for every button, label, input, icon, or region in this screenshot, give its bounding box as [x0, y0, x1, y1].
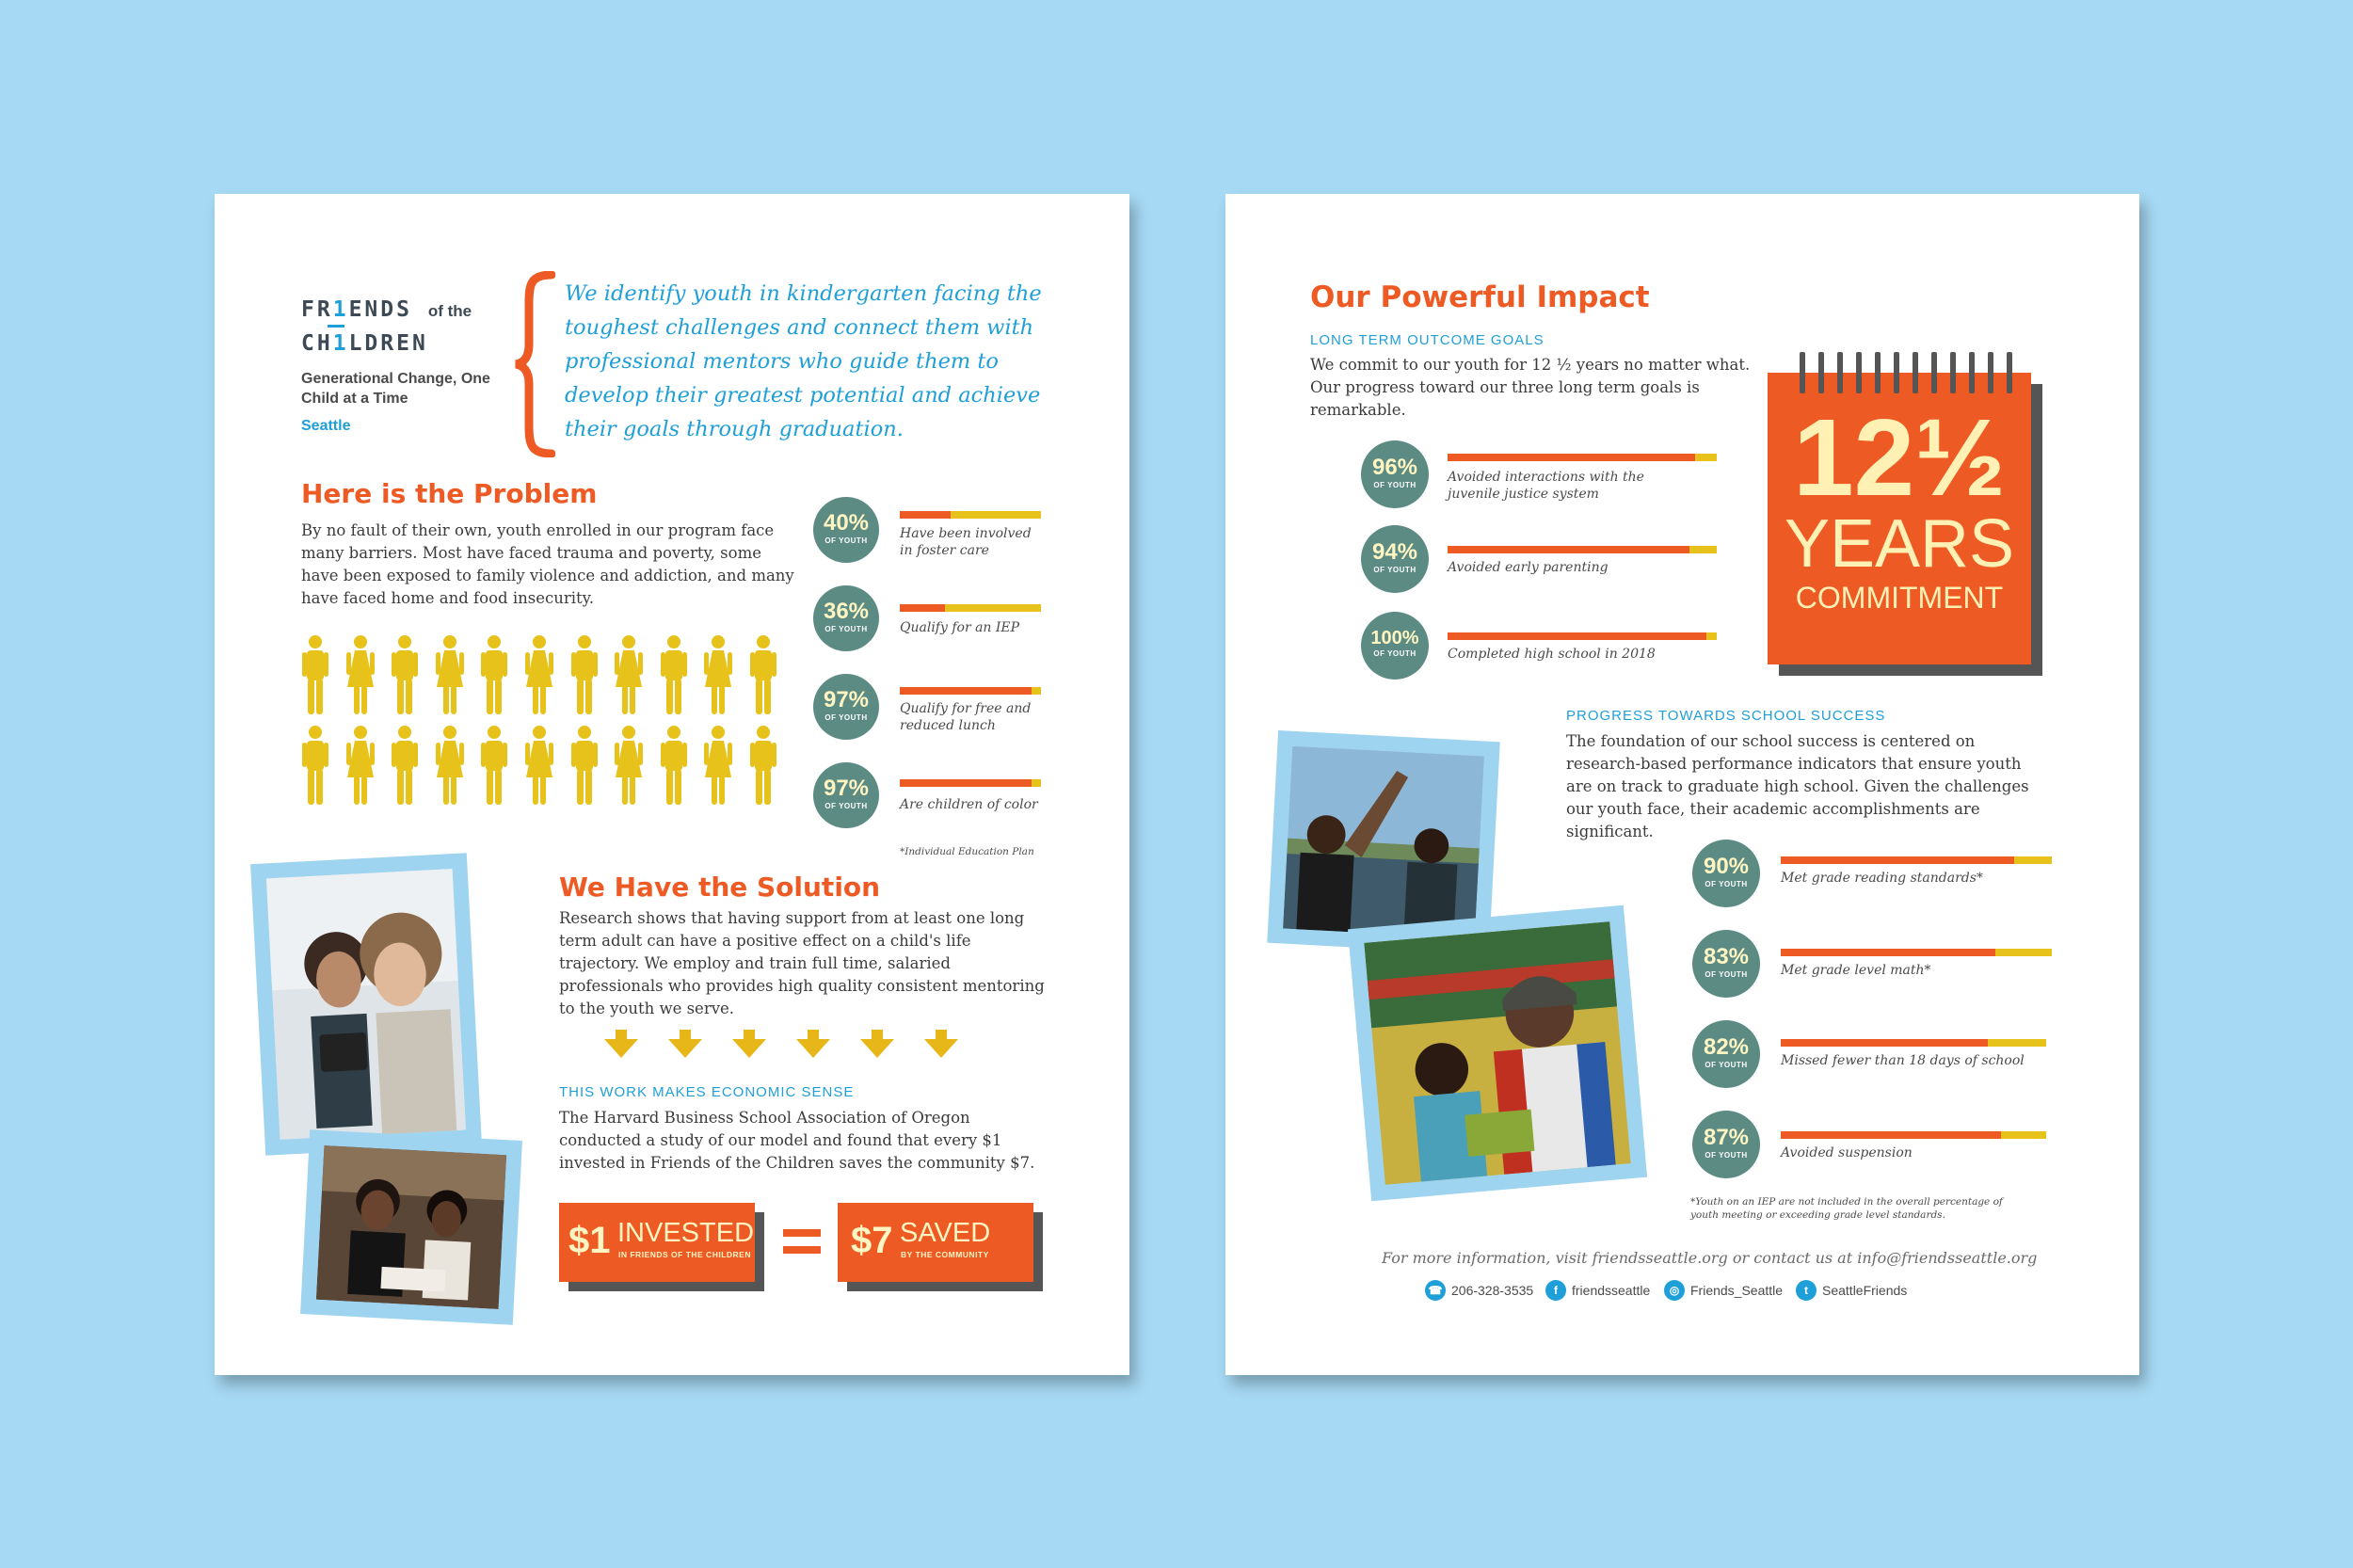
stat-label: Have been involved in foster care	[900, 526, 1032, 558]
impact-subheading: LONG TERM OUTCOME GOALS	[1310, 332, 1545, 348]
saved-sub: BY THE COMMUNITY	[901, 1250, 989, 1259]
stat-circle: 82% OF YOUTH	[1692, 1020, 1760, 1088]
logo-wordmark-line2: CH1LDREN	[301, 331, 428, 356]
instagram-link[interactable]	[1664, 1280, 1783, 1301]
solution-heading: We Have the Solution	[559, 872, 881, 903]
down-arrow-icon	[602, 1030, 640, 1060]
stat-circle: 97% OF YOUTH	[813, 674, 879, 740]
spiral-ring	[1913, 352, 1918, 393]
stat-bar-fill	[1781, 856, 2014, 864]
problem-footnote: *Individual Education Plan	[900, 846, 1034, 857]
stat-bar-fill	[1781, 1131, 2001, 1139]
photo-mentor-boy-book	[1348, 905, 1647, 1202]
stat-bar	[900, 604, 1041, 612]
saved-amount: $7	[851, 1220, 893, 1261]
facebook-handle: friendsseattle	[1572, 1283, 1651, 1298]
facebook-icon: f	[1545, 1280, 1566, 1301]
stat-bar	[1448, 546, 1717, 553]
spiral-ring	[1856, 352, 1862, 393]
stat-bar-fill	[900, 687, 1032, 695]
stat-bar	[900, 687, 1041, 695]
person-icon	[749, 634, 777, 715]
stat-bar-fill	[1781, 949, 1995, 956]
person-icon	[436, 634, 464, 715]
stat-bar	[900, 779, 1041, 787]
stat-bar-fill	[900, 604, 945, 612]
stat-bar	[1448, 454, 1717, 461]
stat-bar	[900, 511, 1041, 519]
stat-label: Met grade reading standards*	[1781, 871, 1983, 886]
spiral-ring	[1988, 352, 1993, 393]
down-arrow-icon	[922, 1030, 960, 1060]
stat-label: Met grade level math*	[1781, 963, 1931, 978]
impact-body: We commit to our youth for 12 ½ years no matter what. Our progress toward our three long term goals is remarkable.	[1310, 356, 1751, 419]
solution-body: Research shows that having support from at least one long term adult can have a positive effect on a child's life trajectory. We employ and train full time, salaried professionals who provides high quality consistent mentoring to the youth we serve.	[559, 909, 1045, 1017]
spiral-ring	[1894, 352, 1899, 393]
stat-label: Avoided early parenting	[1448, 560, 1609, 575]
spiral-ring	[1837, 352, 1843, 393]
down-arrow-icon	[666, 1030, 704, 1060]
phone-number: 206-328-3535	[1451, 1283, 1534, 1298]
problem-body: By no fault of their own, youth enrolled in our program face many barriers. Most have faced trauma and poverty, some have been exposed to family violence and addiction, and many have faced home and food insecurity.	[301, 521, 794, 607]
down-arrow-icon	[730, 1030, 768, 1060]
stat-circle: 83% OF YOUTH	[1692, 930, 1760, 998]
stat-label: Are children of color	[900, 797, 1038, 812]
school-footnote: *Youth on an IEP are not included in the overall percentage of youth meeting or exceeding grade level standards.	[1690, 1196, 2003, 1221]
facebook-link[interactable]	[1545, 1280, 1650, 1301]
down-arrow-icon	[858, 1030, 896, 1060]
stat-circle: 97% OF YOUTH	[813, 762, 879, 828]
invested-amount: $1	[568, 1220, 611, 1261]
city-label: Seattle	[301, 418, 351, 434]
person-icon	[615, 725, 643, 806]
logo-underline	[328, 325, 344, 328]
stat-bar	[1448, 632, 1717, 640]
twitter-icon: t	[1796, 1280, 1817, 1301]
school-body: The foundation of our school success is centered on research-based performance indicators that ensure youth are on track to graduate high school. Given the challenges our youth face, their academic accomplishments are significant.	[1566, 732, 2029, 840]
stat-label: Missed fewer than 18 days of school	[1781, 1053, 2025, 1068]
stat-label: Completed high school in 2018	[1448, 647, 1656, 662]
stat-label: Qualify for an IEP	[900, 620, 1020, 635]
invested-box	[559, 1203, 755, 1282]
saved-box	[838, 1203, 1033, 1282]
stat-label: Qualify for free and reduced lunch	[900, 701, 1032, 733]
person-icon	[570, 725, 599, 806]
twitter-link[interactable]	[1796, 1280, 1907, 1301]
down-arrow-icon	[794, 1030, 832, 1060]
photo-mentor-child-tablet	[250, 853, 482, 1156]
brochure-page-back	[1225, 194, 2139, 1375]
spiral-ring	[1931, 352, 1937, 393]
impact-heading: Our Powerful Impact	[1310, 280, 1650, 314]
stat-bar-fill	[900, 511, 951, 519]
instagram-icon: ◎	[1664, 1280, 1685, 1301]
stat-bar-fill	[1781, 1039, 1988, 1047]
calendar-years: YEARS	[1784, 506, 2015, 582]
spiral-ring	[1800, 352, 1805, 393]
spiral-ring	[1969, 352, 1975, 393]
person-icon	[704, 725, 732, 806]
person-icon	[749, 725, 777, 806]
calendar-12-half-years	[1768, 373, 2031, 664]
stat-bar-fill	[1448, 632, 1706, 640]
invested-sub: IN FRIENDS OF THE CHILDREN	[618, 1250, 751, 1259]
person-icon	[301, 634, 329, 715]
stat-label: Avoided interactions with the juvenile justice system	[1448, 470, 1644, 502]
person-icon	[704, 634, 732, 715]
person-icon	[391, 725, 419, 806]
brochure-page-front	[215, 194, 1129, 1375]
person-icon	[346, 725, 375, 806]
person-icon	[480, 725, 508, 806]
spiral-ring	[2007, 352, 2012, 393]
twitter-handle: SeattleFriends	[1822, 1283, 1908, 1298]
stat-bar	[1781, 1039, 2046, 1047]
stat-circle: 90% OF YOUTH	[1692, 840, 1760, 907]
problem-heading: Here is the Problem	[301, 478, 598, 509]
stat-bar-fill	[900, 779, 1032, 787]
saved-word: SAVED	[900, 1218, 991, 1248]
spiral-ring	[1818, 352, 1824, 393]
school-subheading: PROGRESS TOWARDS SCHOOL SUCCESS	[1566, 708, 1886, 724]
instagram-handle: Friends_Seattle	[1690, 1283, 1784, 1298]
stat-bar	[1781, 1131, 2046, 1139]
person-icon	[346, 634, 375, 715]
stat-label: Avoided suspension	[1781, 1145, 1913, 1160]
photo-mentor-girl-reading	[300, 1129, 522, 1325]
calendar-commitment: COMMITMENT	[1795, 581, 2004, 615]
stat-bar-fill	[1448, 546, 1689, 553]
invested-word: INVESTED	[617, 1218, 755, 1248]
person-icon	[436, 725, 464, 806]
curly-brace-icon	[514, 271, 555, 457]
logo-wordmark-line1: FR1ENDS of the	[301, 297, 472, 322]
spiral-ring	[1875, 352, 1881, 393]
stat-circle: 94% OF YOUTH	[1361, 525, 1429, 593]
person-icon	[660, 725, 688, 806]
contact-text: For more information, visit friendsseattle.org or contact us at info@friendsseattle.org	[1382, 1249, 2038, 1267]
tagline: Generational Change, One Child at a Time	[301, 371, 490, 407]
spiral-ring	[1950, 352, 1956, 393]
person-icon	[525, 725, 553, 806]
economics-body: The Harvard Business School Association of Oregon conducted a study of our model and found that every $1 invested in Friends of the Children saves the community $7.	[559, 1109, 1035, 1172]
equals-icon	[783, 1229, 821, 1259]
phone-link[interactable]	[1425, 1280, 1533, 1301]
phone-icon: ☎	[1425, 1280, 1446, 1301]
stat-bar-fill	[1448, 454, 1695, 461]
person-icon	[570, 634, 599, 715]
calendar-number: 12½	[1793, 396, 2006, 519]
person-icon	[391, 634, 419, 715]
stat-bar	[1781, 949, 2052, 956]
stat-bar	[1781, 856, 2052, 864]
person-icon	[525, 634, 553, 715]
stat-circle: 96% OF YOUTH	[1361, 440, 1429, 508]
stat-circle: 100% OF YOUTH	[1361, 612, 1429, 680]
stat-circle: 87% OF YOUTH	[1692, 1111, 1760, 1178]
stat-circle: 40% OF YOUTH	[813, 497, 879, 563]
person-icon	[660, 634, 688, 715]
stat-circle: 36% OF YOUTH	[813, 585, 879, 651]
person-icon	[615, 634, 643, 715]
person-icon	[301, 725, 329, 806]
mission-statement: We identify youth in kindergarten facing the toughest challenges and connect them with professional mentors who guide them to develop their greatest potential and achieve their goals through graduation.	[565, 281, 1042, 441]
economics-heading: THIS WORK MAKES ECONOMIC SENSE	[559, 1084, 855, 1100]
person-icon	[480, 634, 508, 715]
